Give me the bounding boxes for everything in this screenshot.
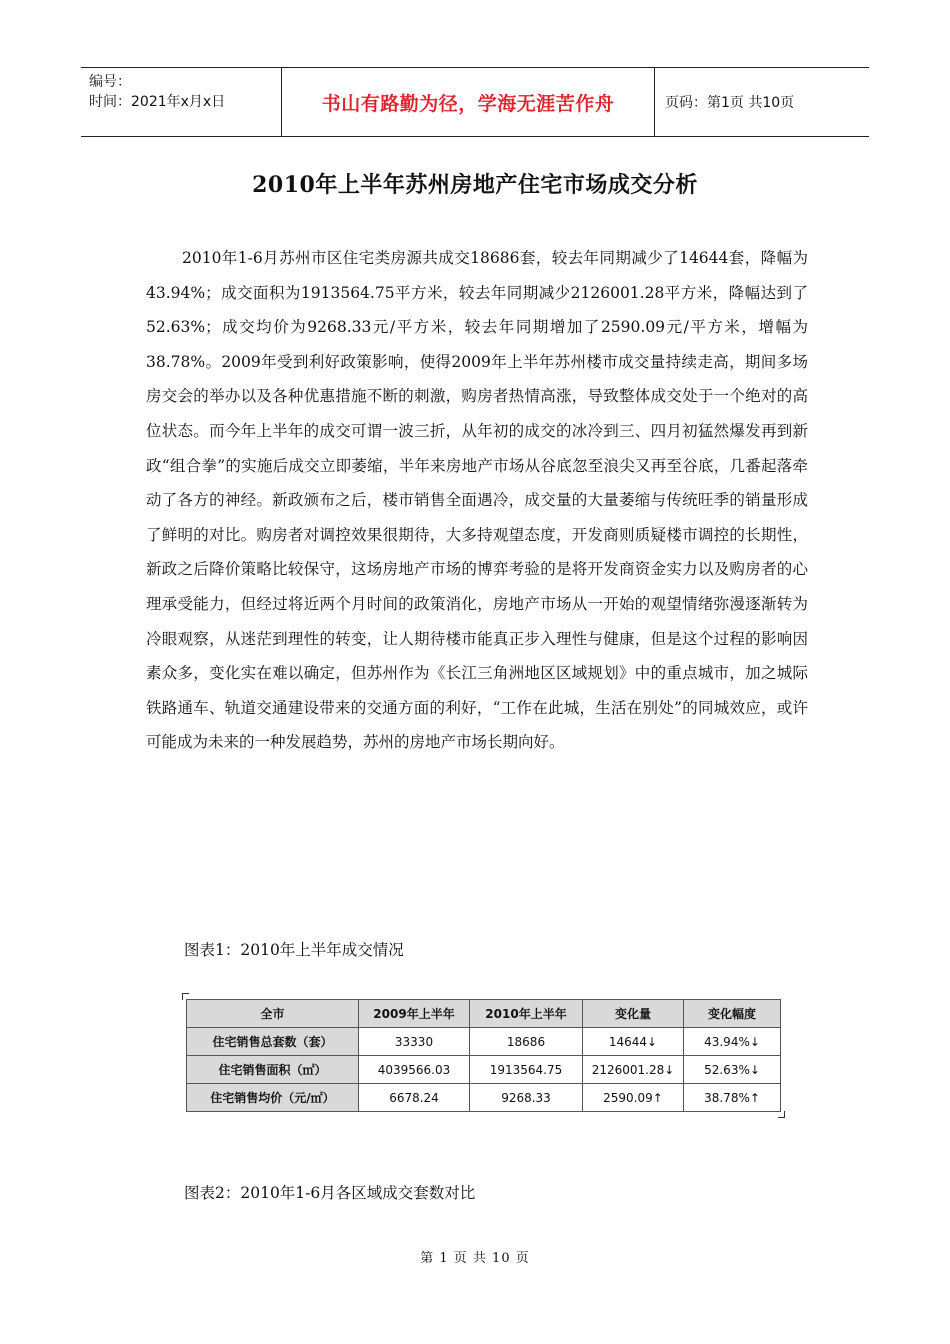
sales-table-container: [186, 999, 781, 1112]
date-label: 时间：2021年x月x日: [89, 94, 226, 110]
table-row: [187, 1056, 781, 1084]
table-cell: 52.63%↓: [684, 1056, 781, 1084]
body-paragraph: 2010年1-6月苏州市区住宅类房源共成交18686套，较去年同期减少了14644套，降幅为43.94%；成交面积为1913564.75平方米，较去年同期减少2126001.28平方米，降幅达到了52.63%；成交均价为9268.33元/平方米，较去年同期增加了2590.09元/平方米，增幅为38.78%。2009年受到利好政策影响，使得2009年上半年苏州楼市成交量持续走高，期间多场房交会的举办以及各种优惠措施不断的刺激，购房者热情高涨，导致整体成交处于一个绝对的高位状态。而今年上半年的成交可谓一波三折，从年初的成交的冰冷到三、四月初猛然爆发再到新政“组合拳”的实施后成交立即萎缩，半年来房地产市场从谷底忽至浪尖又再至谷底，几番起落牵动了各方的神经。新政颁布之后，楼市销售全面遇冷，成交量的大量萎缩与传统旺季的销量形成了鲜明的对比。购房者对调控效果很期待，大多持观望态度，开发商则质疑楼市调控的长期性，新政之后降价策略比较保守，这场房地产市场的博弈考验的是将开发商资金实力以及购房者的心理承受能力，但经过将近两个月时间的政策消化，房地产市场从一开始的观望情绪弥漫逐渐转为冷眼观察，从迷茫到理性的转变，让人期待楼市能真正步入理性与健康，但是这个过程的影响因素众多，变化实在难以确定，但苏州作为《长江三角洲地区区域规划》中的重点城市，加之城际铁路通车、轨道交通建设带来的交通方面的利好，“工作在此城，生活在别处”的同城效应，或许可能成为未来的一种发展趋势，苏州的房地产市场长期向好。: [146, 249, 808, 752]
number-label: 编号：: [89, 74, 131, 90]
table-cell: 2126001.28↓: [583, 1056, 684, 1084]
table-row: [187, 1084, 781, 1112]
table-cell: 6678.24: [359, 1084, 470, 1112]
table-header-row: [187, 1000, 781, 1028]
table-corner-mark: [778, 1111, 785, 1118]
header-motto: 书山有路勤为径，学海无涯苦作舟: [282, 68, 655, 136]
table-cell: 2590.09↑: [583, 1084, 684, 1112]
table-row-label: 住宅销售总套数（套）: [187, 1028, 359, 1056]
table-row-label: 住宅销售面积（㎡）: [187, 1056, 359, 1084]
table-header-cell: 变化幅度: [684, 1000, 781, 1028]
page-footer: 第 1 页 共 10 页: [420, 1251, 530, 1266]
figure-caption-1: 图表1：2010年上半年成交情况: [184, 941, 404, 959]
table-cell: 4039566.03: [359, 1056, 470, 1084]
table-header-cell: 变化量: [583, 1000, 684, 1028]
table-cell: 18686: [470, 1028, 583, 1056]
table-cell: 43.94%↓: [684, 1028, 781, 1056]
document-header: [81, 67, 869, 137]
table-header-cell: 全市: [187, 1000, 359, 1028]
table-row: [187, 1028, 781, 1056]
sales-table: [186, 999, 781, 1112]
document-title: 2010年上半年苏州房地产住宅市场成交分析: [252, 172, 698, 198]
table-cell: 14644↓: [583, 1028, 684, 1056]
table-cell: 33330: [359, 1028, 470, 1056]
table-row-label: 住宅销售均价（元/㎡）: [187, 1084, 359, 1112]
header-page-info: 页码：第1页 共10页: [665, 95, 795, 111]
table-cell: 9268.33: [470, 1084, 583, 1112]
table-cell: 38.78%↑: [684, 1084, 781, 1112]
table-cell: 1913564.75: [470, 1056, 583, 1084]
table-corner-mark: [182, 993, 189, 1000]
table-header-cell: 2009年上半年: [359, 1000, 470, 1028]
table-header-cell: 2010年上半年: [470, 1000, 583, 1028]
figure-caption-2: 图表2：2010年1-6月各区域成交套数对比: [184, 1184, 476, 1202]
header-meta: [81, 68, 282, 136]
